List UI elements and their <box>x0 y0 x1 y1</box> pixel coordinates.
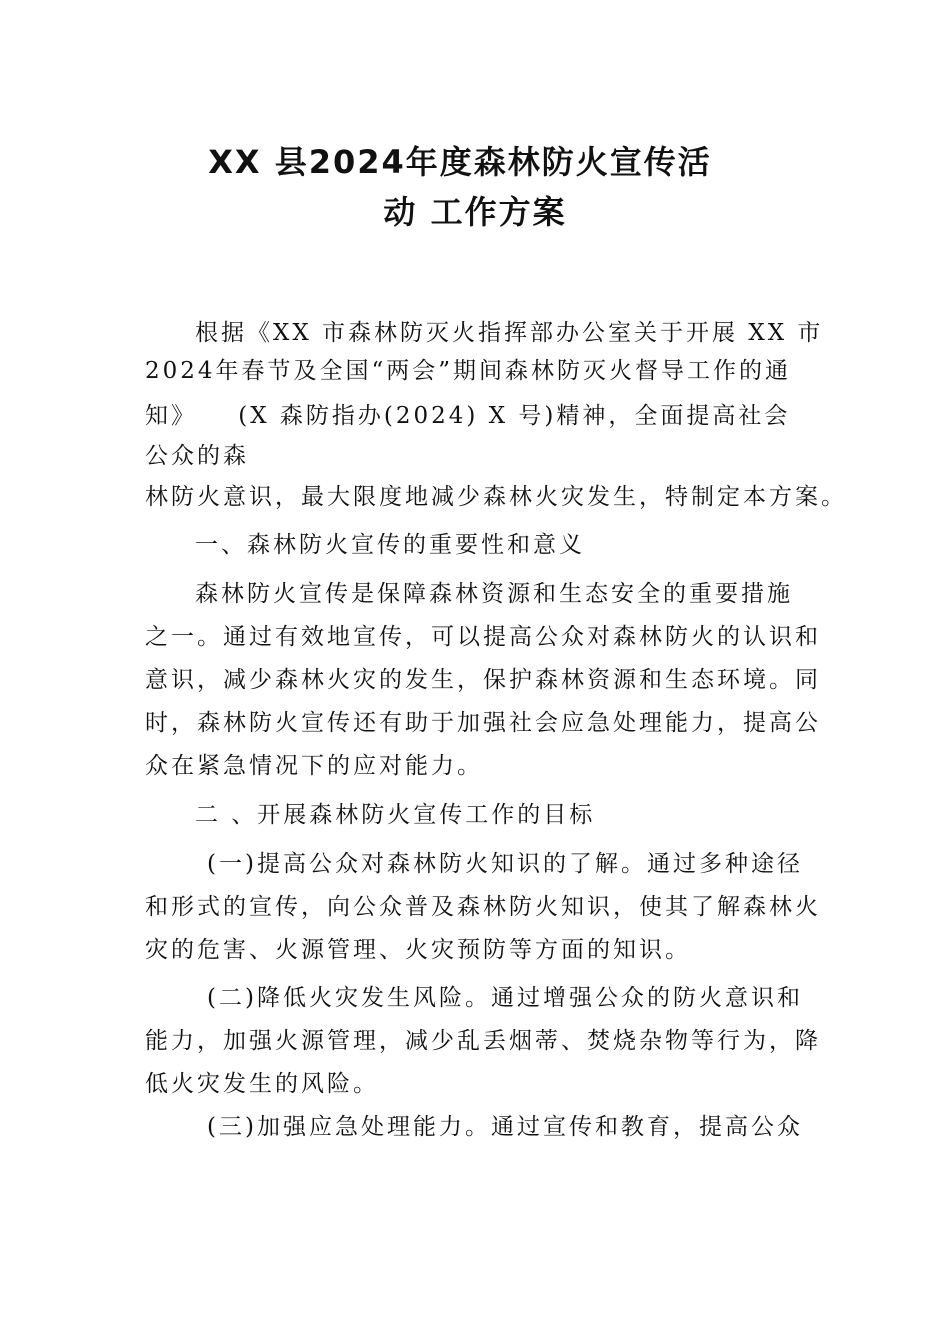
section-1-heading: 一、森林防火宣传的重要性和意义 <box>195 532 585 558</box>
section-2-heading: 二 、开展森林防火宣传工作的目标 <box>195 802 596 828</box>
goal-2-line-3: 低火灾发生的风险。 <box>145 1071 379 1097</box>
section-1-line-4: 时，森林防火宣传还有助于加强社会应急处理能力，提高公 <box>145 710 821 736</box>
intro-line-2: 2024年春节及全国“两会”期间森林防灭火督导工作的通 <box>145 358 792 384</box>
intro-line-3: 知》 (X 森防指办(2024) X 号)精神，全面提高社会 <box>145 403 791 429</box>
goal-1-line-2: 和形式的宣传，向公众普及森林防火知识，使其了解森林火 <box>145 894 821 920</box>
section-1-line-3: 意识，减少森林火灾的发生，保护森林资源和生态环境。同 <box>145 667 821 693</box>
intro-line-1: 根据《XX 市森林防灭火指挥部办公室关于开展 XX 市 <box>195 320 824 346</box>
document-title-line-2: 动 工作方案 <box>383 193 567 231</box>
goal-1-line-3: 灾的危害、火源管理、火灾预防等方面的知识。 <box>145 937 691 963</box>
intro-line-4: 公众的森 <box>145 443 249 469</box>
section-1-line-5: 众在紧急情况下的应对能力。 <box>145 753 483 779</box>
goal-1-line-1: (一)提高公众对森林防火知识的了解。通过多种途径 <box>207 851 803 877</box>
section-1-line-1: 森林防火宣传是保障森林资源和生态安全的重要措施 <box>195 581 793 607</box>
goal-2-line-2: 能力，加强火源管理，减少乱丢烟蒂、焚烧杂物等行为，降 <box>145 1028 821 1054</box>
document-title-line-1: XX 县2024年度森林防火宣传活 <box>208 143 712 181</box>
goal-3-line-1: (三)加强应急处理能力。通过宣传和教育，提高公众 <box>207 1114 803 1140</box>
intro-line-5: 林防火意识，最大限度地减少森林火灾发生，特制定本方案。 <box>145 484 847 510</box>
goal-2-line-1: (二)降低火灾发生风险。通过增强公众的防火意识和 <box>207 985 803 1011</box>
section-1-line-2: 之一。通过有效地宣传，可以提高公众对森林防火的认识和 <box>145 624 821 650</box>
